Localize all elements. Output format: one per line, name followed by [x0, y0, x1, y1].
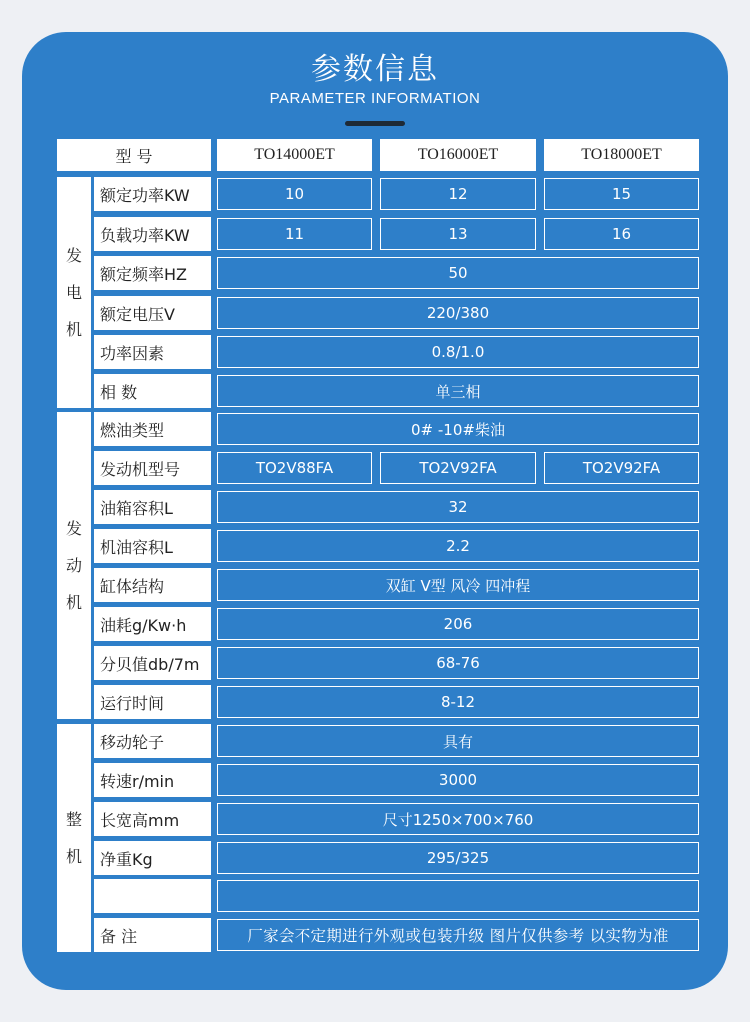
row-label: 燃油类型	[94, 412, 211, 446]
row-value: 220/380	[217, 297, 699, 329]
row-label: 相 数	[94, 374, 211, 408]
row-value: 15	[544, 178, 699, 210]
row-value: 双缸 V型 风冷 四冲程	[217, 569, 699, 601]
row-value	[217, 880, 699, 912]
row-label: 运行时间	[94, 685, 211, 719]
page-title: 参数信息	[311, 52, 439, 87]
row-label: 功率因素	[94, 335, 211, 369]
row-value: TO2V88FA	[217, 452, 372, 484]
row-label: 机油容积L	[94, 529, 211, 563]
row-label: 油箱容积L	[94, 490, 211, 524]
model-header-3: TO18000ET	[544, 139, 699, 171]
model-label-cell: 型 号	[57, 139, 211, 171]
row-value: 10	[217, 178, 372, 210]
row-value: 32	[217, 491, 699, 523]
row-value: 厂家会不定期进行外观或包装升级 图片仅供参考 以实物为准	[217, 919, 699, 951]
group-char: 整	[65, 810, 82, 829]
row-label: 额定频率HZ	[94, 256, 211, 290]
group-label-3	[57, 724, 91, 952]
row-label: 额定电压V	[94, 296, 211, 330]
row-label	[94, 879, 211, 913]
row-label: 净重Kg	[94, 841, 211, 875]
model-header-2: TO16000ET	[380, 139, 536, 171]
group-char: 动	[65, 556, 82, 575]
row-value: 0# -10#柴油	[217, 413, 699, 445]
row-value: 295/325	[217, 842, 699, 874]
row-value: TO2V92FA	[544, 452, 699, 484]
model-header-1: TO14000ET	[217, 139, 372, 171]
group-char: 电	[65, 283, 82, 302]
row-value: TO2V92FA	[380, 452, 536, 484]
row-label: 长宽高mm	[94, 802, 211, 836]
row-value: 50	[217, 257, 699, 289]
row-label: 缸体结构	[94, 568, 211, 602]
row-value: 13	[380, 218, 536, 250]
row-label: 移动轮子	[94, 724, 211, 758]
row-label: 备 注	[94, 918, 211, 952]
title-divider	[345, 121, 405, 126]
row-value: 68-76	[217, 647, 699, 679]
row-label: 转速r/min	[94, 763, 211, 797]
row-value: 12	[380, 178, 536, 210]
row-value: 单三相	[217, 375, 699, 407]
row-value: 206	[217, 608, 699, 640]
group-char: 发	[65, 519, 82, 538]
row-label: 分贝值db/7m	[94, 646, 211, 680]
row-value: 16	[544, 218, 699, 250]
group-char: 机	[65, 320, 82, 339]
group-char: 机	[65, 847, 82, 866]
group-char: 发	[65, 246, 82, 265]
group-label-1	[57, 177, 91, 408]
row-value: 0.8/1.0	[217, 336, 699, 368]
row-label: 油耗g/Kw·h	[94, 607, 211, 641]
row-value: 11	[217, 218, 372, 250]
page-subtitle: PARAMETER INFORMATION	[269, 90, 481, 107]
row-value: 8-12	[217, 686, 699, 718]
row-value: 具有	[217, 725, 699, 757]
row-label: 负载功率KW	[94, 217, 211, 251]
row-value: 尺寸1250×700×760	[217, 803, 699, 835]
row-label: 额定功率KW	[94, 177, 211, 211]
row-value: 2.2	[217, 530, 699, 562]
row-label: 发动机型号	[94, 451, 211, 485]
group-label-2	[57, 412, 91, 719]
group-char: 机	[65, 593, 82, 612]
row-value: 3000	[217, 764, 699, 796]
